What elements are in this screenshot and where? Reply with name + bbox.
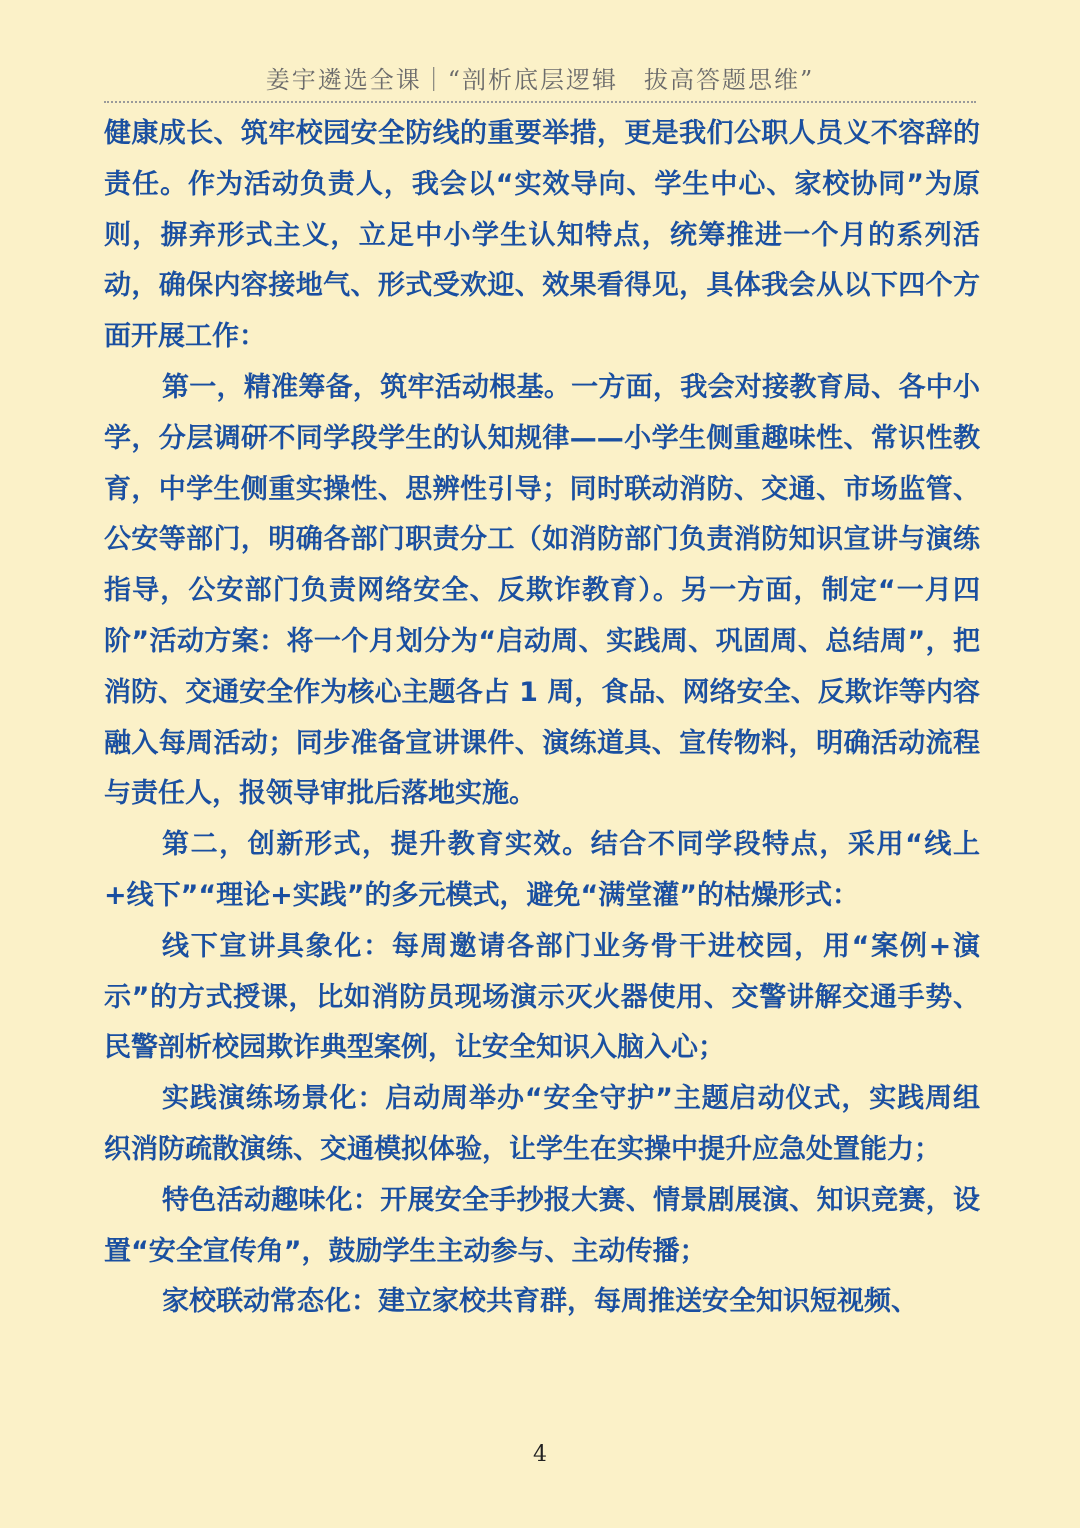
paragraph-second-point: 第二，创新形式，提升教育实效。结合不同学段特点，采用“线上+线下”“理论+实践”的多元模式，避免“满堂灌”的枯燥形式： [104,829,980,911]
paragraph-continuation: 健康成长、筑牢校园安全防线的重要举措，更是我们公职人员义不容辞的责任。作为活动负责人，我会以“实效导向、学生中心、家校协同”为原则，摒弃形式主义，立足中小学生认知特点，统筹推进一个月的系列活动，确保内容接地气、形式受欢迎、效果看得见，具体我会从以下四个方面开展工作： [104,118,980,353]
paragraph-offline-lecture: 线下宣讲具象化：每周邀请各部门业务骨干进校园，用“案例+演示”的方式授课，比如消防员现场演示灭火器使用、交警讲解交通手势、民警剖析校园欺诈典型案例，让安全知识入脑入心； [104,930,980,1064]
running-header: 姜宇遴选全课｜“剖析底层逻辑 拔高答题思维” [265,66,815,94]
body-text [104,109,980,1328]
paragraph-home-school: 家校联动常态化：建立家校共育群，每周推送安全知识短视频、 [162,1286,918,1318]
header-divider [104,101,976,103]
paragraph-practice-drill: 实践演练场景化：启动周举办“安全守护”主题启动仪式，实践周组织消防疏散演练、交通模拟体验，让学生在实操中提升应急处置能力； [104,1083,980,1165]
paragraph-first-point: 第一，精准筹备，筑牢活动根基。一方面，我会对接教育局、各中小学，分层调研不同学段学生的认知规律——小学生侧重趣味性、常识性教育，中学生侧重实操性、思辨性引导；同时联动消防、交通、市场监管、公安等部门，明确各部门职责分工（如消防部门负责消防知识宣讲与演练指导，公安部门负责网络安全、反欺诈教育）。另一方面，制定“一月四阶”活动方案：将一个月划分为“启动周、实践周、巩固周、总结周”，把消防、交通安全作为核心主题各占 1 周，食品、网络安全、反欺诈等内容融入每周活动；同步准备宣讲课件、演练道具、宣传物料，明确活动流程与责任人，报领导审批后落地实施。 [104,371,980,810]
paragraph-featured-activity: 特色活动趣味化：开展安全手抄报大赛、情景剧展演、知识竞赛，设置“安全宣传角”，鼓励学生主动参与、主动传播； [104,1184,980,1267]
page-number: 4 [533,1442,547,1467]
